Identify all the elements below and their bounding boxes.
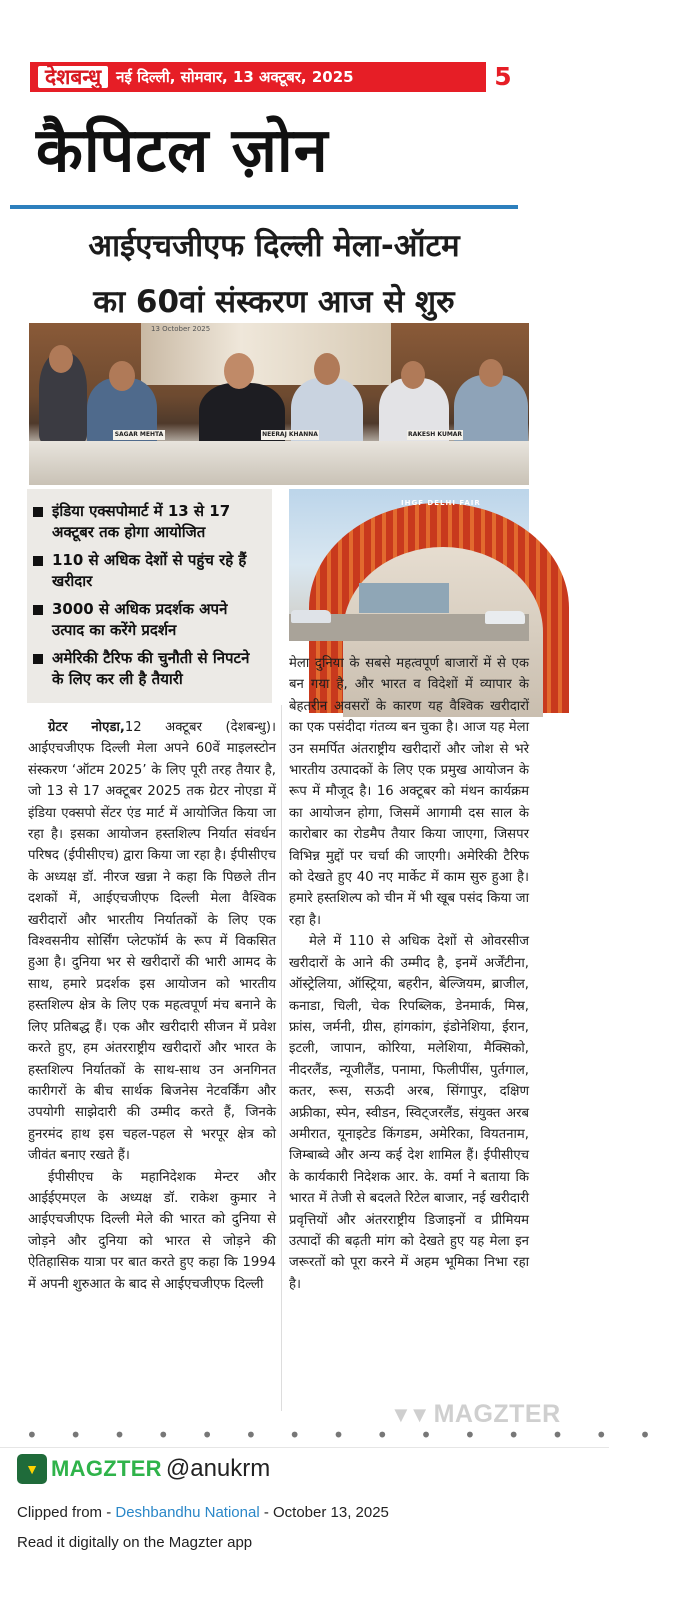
article-paragraph: मेले में 110 से अधिक देशों से ओवरसीज खरीदारों के आने की उम्मीद है, इनमें अर्जेंटीना, ऑस्ट्रेलिया, ऑस्ट्रिया, बहरीन, बेल्जियम, ब्राजील, कनाडा, चिली, चेक रिपब्लिक, डेनमार्क, मिस्र, फ्रांस, जर्मनी, ग्रीस, हांगकांग, इंडोनेशिया, ईरान, इटली, जापान, कोरिया, मलेशिया, मैक्सिको, नीदरलैंड, न्यूजीलैंड, पनामा, फिलीपींस, पुर्तगाल, कतर, रूस, सऊदी अरब, सिंगापुर, दक्षिण अफ्रीका, स्पेन, स्वीडन, स्विट्जरलैंड, संयुक्त अरब अमीरात, यूनाइटेड किंगडम, अमेरिका, वियतनाम, जिम्बाब्वे और अन्य कई देश शामिल हैं। ईपीसीएच के कार्यकारी निदेशक आर. के. वर्मा ने बताया कि भारत में तेजी से बदलते रिटेल बाजार, नई खरीदारी प्रवृत्तियों और अंतरराष्ट्रीय डिजाइनों व प्रीमियम उत्पादों की बढ़ती मांग को देखते हुए यह मेला इन जरूरतों को पूरा करने में अहम भूमिका निभा रहा है।: [289, 934, 529, 1292]
article-paragraph: [28, 717, 276, 1167]
photo-building-entrance: [359, 583, 449, 613]
clipped-from-line: [17, 1504, 389, 1521]
highlight-text: 3000 से अधिक प्रदर्शक अपने उत्पाद का करेंगे प्रदर्शन: [52, 600, 228, 639]
clipped-date: - October 13, 2025: [259, 1504, 389, 1521]
masthead-date: नई दिल्ली, सोमवार, 13 अक्टूबर, 2025: [116, 68, 354, 86]
photo-person-head: [401, 361, 425, 389]
square-bullet-icon: [33, 654, 43, 664]
article-paragraph-text: 12 अक्टूबर (देशबन्धु)। आईएचजीएफ दिल्ली मेला अपने 60वें माइलस्टोन संस्करण ‘ऑटम 2025’ के लिए पूरी तरह तैयार है, जो 13 से 17 अक्टूबर 2025 तक ग्रेटर नोएडा में इंडिया एक्सपो सेंटर एंड मार्ट में आयोजित किया जा रहा है। इसका आयोजन हस्तशिल्प निर्यात संवर्धन परिषद (ईपीसीएच) द्वारा किया जा रहा है। ईपीसीएच के अध्यक्ष डॉ. नीरज खन्ना ने कहा कि पिछले तीन दशकों में, आईएचजीएफ दिल्ली मेला वैश्विक खरीदारों और भारतीय निर्यातकों के लिए एक विश्वसनीय सोर्सिंग प्लेटफॉर्म के रूप में विकसित हुआ है। दुनिया भर से खरीदारों की भारी आमद के साथ, हमारे प्रदर्शक इस आयोजन को भारतीय हस्तशिल्प क्षेत्र के लिए एक महत्वपूर्ण मंच बनाने के लिए प्रतिबद्ध हैं। एक और खरीदारी सीजन में प्रवेश करते हुए, हम अंतरराष्ट्रीय खरीदारों और भारत के हस्तशिल्प निर्यातकों के साथ-साथ उन अनगिनत कारीगरों के बीच सार्थक बिजनेस नेटवर्किंग और उपयोगी साझेदारी की उम्मीद करते हैं, जिनके हुनरमंद हाथ इस चहल-पहल से भरपूर क्षेत्र को जीवंत बनाए रखते हैं।: [28, 720, 276, 1164]
photo-table: [29, 441, 529, 485]
article-column-right: [289, 653, 529, 1409]
photo-screen-date: 13 October 2025: [151, 325, 211, 333]
photo-car: [485, 611, 525, 624]
highlight-item: [33, 648, 264, 690]
highlight-text: 110 से अधिक देशों से पहुंच रहे हैं खरीदार: [52, 551, 247, 590]
clipped-prefix: Clipped from -: [17, 1504, 116, 1521]
article-dateline: ग्रेटर नोएडा,: [48, 720, 125, 735]
headline-line-2: का 60वां संस्करण आज से शुरु: [93, 284, 455, 320]
footer-divider: [0, 1447, 609, 1448]
watermark-text: MAGZTER: [433, 1400, 561, 1428]
highlight-text: अमेरिकी टैरिफ की चुनौती से निपटने के लिए कर ली है तैयारी: [52, 649, 250, 688]
photo-building-sign: IHGF DELHI FAIR: [401, 499, 481, 507]
photo-nameplate: SAGAR MEHTA: [114, 431, 164, 438]
highlight-item: [33, 501, 264, 543]
square-bullet-icon: [33, 507, 43, 517]
magzter-logo-icon: ▼▼: [390, 1401, 428, 1427]
photo-person-head: [479, 359, 503, 387]
page-number: 5: [486, 62, 520, 92]
article-paragraph: ईपीसीएच के महानिदेशक मेन्टर और आईईएमएल के अध्यक्ष डॉ. राकेश कुमार ने आईएचजीएफ दिल्ली मेले की भारत को दुनिया से जोड़ने और दुनिया को भारत से जोड़ने की ऐतिहासिक यात्रा पर बात करते हुए कहा कि 1994 में अपनी शुरुआत के बाद से आईएचजीएफ दिल्ली: [28, 1169, 276, 1292]
highlights-box: [27, 489, 272, 703]
article-column-left: [28, 717, 276, 1411]
publication-link[interactable]: Deshbandhu National: [115, 1504, 260, 1521]
photo-person-head: [109, 361, 135, 391]
article-headline: [24, 218, 524, 330]
highlight-item: [33, 599, 264, 641]
photo-nameplate: NEERAJ KHANNA: [262, 431, 318, 438]
square-bullet-icon: [33, 605, 43, 615]
photo-person-head: [224, 353, 254, 389]
press-conference-photo: [29, 323, 529, 485]
newspaper-logo: देशबन्धु: [38, 66, 108, 88]
highlight-text: इंडिया एक्सपोमार्ट में 13 से 17 अक्टूबर तक होगा आयोजित: [52, 502, 231, 541]
clipped-text-edge: •••••••••••••••: [26, 1423, 683, 1447]
photo-person-head: [314, 353, 340, 385]
venue-building-photo: [289, 489, 529, 641]
photo-nameplate: RAKESH KUMAR: [407, 431, 463, 438]
footer-brand[interactable]: [17, 1454, 270, 1484]
magzter-app-icon: ▼: [17, 1454, 47, 1484]
column-divider: [281, 705, 282, 1411]
read-digitally-line: Read it digitally on the Magzter app: [17, 1534, 253, 1551]
square-bullet-icon: [33, 556, 43, 566]
brand-name: MAGZTER: [51, 1456, 162, 1481]
photo-person-head: [49, 345, 73, 373]
section-divider: [10, 205, 518, 209]
magzter-watermark: [390, 1400, 561, 1429]
section-title: कैपिटल ज़ोन: [36, 115, 329, 186]
username: @anukrm: [165, 1455, 271, 1482]
photo-car: [291, 610, 331, 623]
headline-line-1: आईएचजीएफ दिल्ली मेला-ऑटम: [88, 228, 460, 264]
article-paragraph: मेला दुनिया के सबसे महत्वपूर्ण बाजारों में से एक बन गया है, और भारत व विदेशों में व्यापार के बेहतरीन अवसरों के कारण यह वैश्विक खरीदारों का एक पसंदीदा गंतव्य बन चुका है। आज यह मेला उन समर्पित अंतराष्ट्रीय खरीदारों और जोश से भरे भारतीय उत्पादकों के लिए एक प्रमुख आयोजन के रूप में मौजूद है। 16 अक्टूबर को मंथन कार्यक्रम का आयोजन होगा, जिसमें आगामी दस साल के कारोबार का रोडमैप तैयार किया जाएगा, जिसपर विभिन्न मुद्दों पर चर्चा की जाएगी। अमेरिकी टैरिफ को देखते हुए 40 नए मार्केट में काम सुरु हुआ है। हमारे हस्तशिल्प को चीन में भी खूब पसंद किया जा रहा है।: [289, 656, 529, 928]
highlight-item: [33, 550, 264, 592]
masthead: [30, 62, 520, 92]
